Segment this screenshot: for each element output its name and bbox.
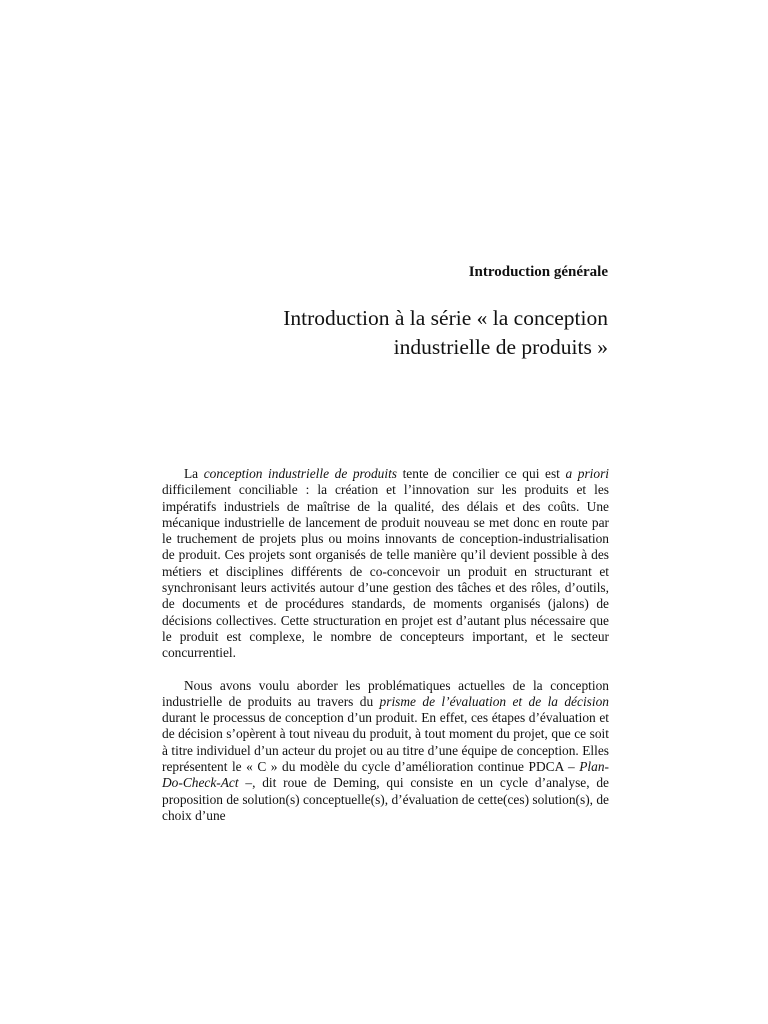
paragraph-2-text-3: –, dit roue de Deming, qui consiste en un cycle d’analyse, de proposition de solution(s) conceptuelle(s), d’évaluation de cette(ces) solution(s), de choix d’une: [162, 775, 609, 823]
paragraph-2-text-1: Nous avons voulu aborder les problématiques actuelles de la conception industrielle de produits au travers du: [162, 677, 609, 709]
paragraph-2-emphasis-1: prisme de l’évaluation et de la décision: [379, 693, 609, 709]
chapter-title-line-2: industrielle de produits »: [393, 335, 608, 359]
chapter-title: [188, 304, 608, 362]
paragraph-1: [162, 466, 609, 662]
paragraph-2-emphasis-2: Plan-Do-Check-Act: [162, 759, 609, 791]
paragraph-1-emphasis-2: a priori: [565, 466, 610, 481]
body-text: [162, 466, 609, 840]
paragraph-2: [162, 678, 609, 825]
chapter-label: Introduction générale: [468, 264, 608, 280]
paragraph-1-text-1: La: [184, 466, 204, 481]
paragraph-1-emphasis-1: conception industrielle de produits: [203, 466, 397, 481]
paragraph-1-text-2: tente de concilier ce qui est: [397, 466, 566, 481]
paragraph-1-text-3: difficilement conciliable : la création et l’innovation sur les produits et les impératifs industriels de maîtrise de la qualité, des délais et des coûts. Une mécanique industrielle de lancement de produit nouveau se met donc en route par le truchement de projets plus ou moins innovants de conception-industrialisation de produit. Ces projets sont organisés de telle manière qu’il devient possible à des métiers et disciplines différents de co-concevoir un produit en structurant et synchronisant leurs activités autour d’une gestion des tâches et des rôles, d’outils, de documents et de procédures standards, de moments organisés (jalons) de décisions collectives. Cette structuration en projet est d’autant plus nécessaire que le produit est complexe, le nombre de concepteurs important, et le secteur concurrentiel.: [162, 482, 609, 661]
paragraph-2-text-2: durant le processus de conception d’un produit. En effet, ces étapes d’évaluation et de décision s’opèrent à tout niveau du produit, à tout moment du projet, que ce soit à titre individuel d’un acteur du projet ou au titre d’une équipe de conception. Elles représentent le « C » du modèle du cycle d’amélioration continue PDCA –: [162, 710, 609, 775]
chapter-title-line-1: Introduction à la série « la conception: [283, 306, 608, 330]
